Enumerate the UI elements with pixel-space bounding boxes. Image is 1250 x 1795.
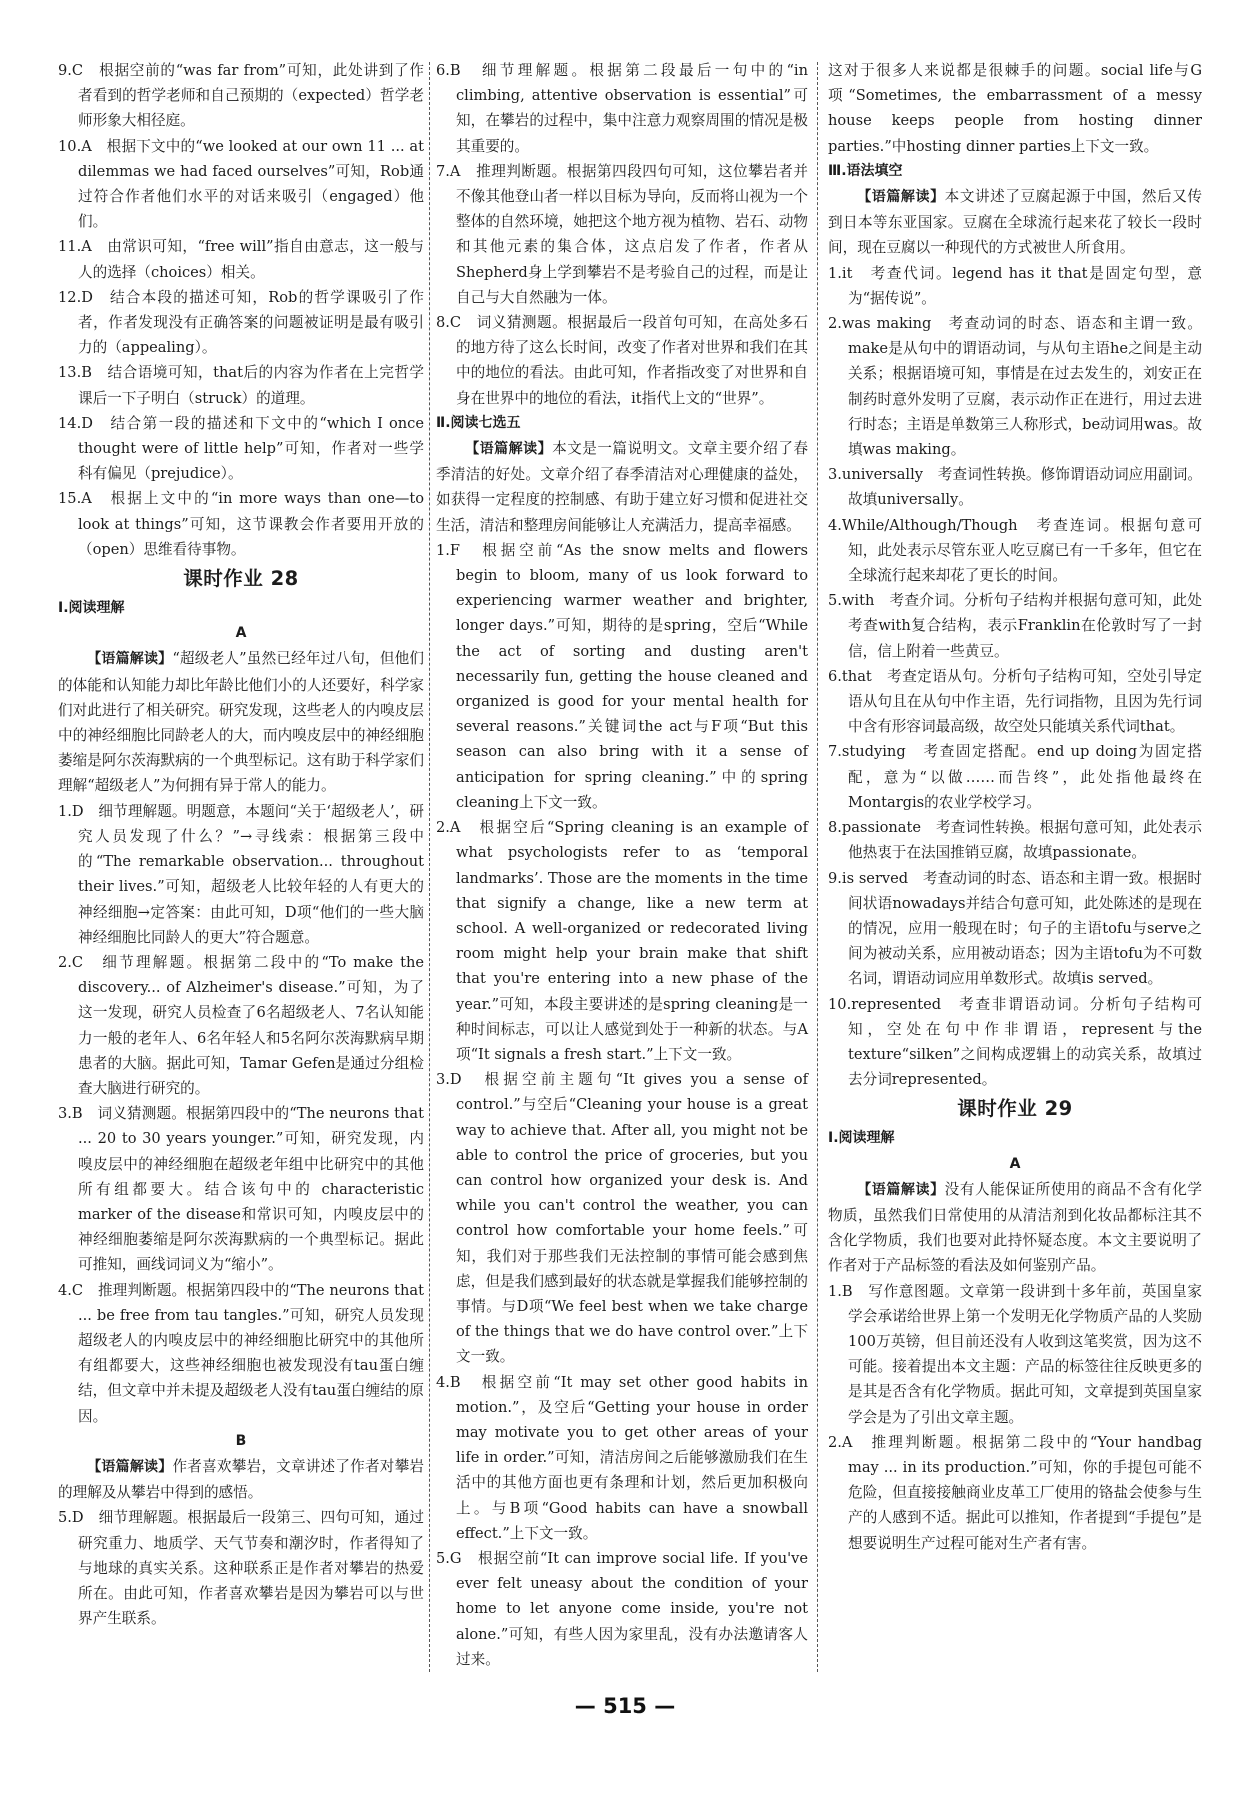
summary-tag: 【语篇解读】 xyxy=(465,441,553,458)
passage-label: A xyxy=(235,625,247,642)
section-heading: Ⅰ.阅读理解 xyxy=(58,600,125,617)
answer-item: 3.universally 考查词性转换。修饰谓语动词应用副词。故填universally。 xyxy=(828,466,1202,509)
answer-item: 6.that 考查定语从句。分析句子结构可知，空处引导定语从句且在从句中作主语，先行词指物，且因为先行词中含有形容词最高级，故空处只能填关系代词that。 xyxy=(828,667,1202,736)
passage-label: A xyxy=(1009,1155,1021,1172)
answer-item: 7.studying 考查固定搭配。end up doing为固定搭配，意为“以做……而告终”，此处指他最终在Montargis的农业学校学习。 xyxy=(828,743,1202,811)
answer-item: 1.B 写作意图题。文章第一段讲到十多年前，英国皇家学会承诺给世界上第一个发明无化学物质产品的人奖励100万英镑，但目前还没有人收到这笔奖赏，因为这不可能。接着提出本文主题：产品的标签往往反映更多的是其是否含有化学物质。据此可知，文章提到英国皇家学会是为了引出文章主题。 xyxy=(828,1282,1202,1426)
passage-summary xyxy=(828,1177,1202,1279)
lesson-heading: 课时作业 28 xyxy=(183,567,299,591)
answer-item: 4.C 推理判断题。根据第四段中的“The neurons that ... be free from tau tangles.”可知，研究人员发现超级老人的内嗅皮层中的神经细胞比研究中的其他所有组都要大，这些神经细胞也被发现没有tau蛋白缠结，但文章中并未提及超级老人没有tau蛋白缠结的原因。 xyxy=(58,1281,424,1425)
answer-item: 7.A 推理判断题。根据第四段四句可知，这位攀岩者并不像其他登山者一样以目标为导向，反而将山视为一个整体的自然环境，她把这个地方视为植物、岩石、动物和其他元素的集合体，这点启发了作者，作者从Shepherd身上学到攀岩不是考验自己的过程，而是让自己与大自然融为一体。 xyxy=(436,162,808,306)
answer-item: 5.G 根据空前“It can improve social life. If you've ever felt uneasy about the condition of your home to let anyone come inside, you're not alone.”可知，有些人因为家里乱，没有办法邀请客人过来。 xyxy=(436,1549,808,1668)
passage-label: B xyxy=(235,1432,247,1449)
summary-text: 作者喜欢攀岩，文章讲述了作者对攀岩的理解及从攀岩中得到的感悟。 xyxy=(58,1457,425,1502)
answer-item: 6.B 细节理解题。根据第二段最后一句中的“in climbing, attentive observation is essential”可知，在攀岩的过程中，集中注意力观察周围的情况是极其重要的。 xyxy=(436,62,808,155)
answer-item: 10.A 根据下文中的“we looked at our own 11 ... at dilemmas we had faced ourselves”可知，Rob通过符合作者他们水平的对话来吸引（engaged）他们。 xyxy=(58,137,424,231)
answer-item: 1.F 根据空前“As the snow melts and flowers begin to bloom, many of us look forward to experiencing warmer weather and brighter, longer days.”可知，期待的是spring，空后“While the act of sorting and dusting aren't necessarily fun, getting the house cleaned and organized is good for your mental health for several reasons.”关键词the act与F项“But this season can also bring with it a sense of anticipation for spring cleaning.”中的spring cleaning上下文一致。 xyxy=(436,541,808,811)
lesson-heading: 课时作业 29 xyxy=(957,1097,1073,1121)
summary-text: “超级老人”虽然已经年过八旬，但他们的体能和认知能力却比年龄比他们小的人还要好，科学家们对此进行了相关研究。研究发现，这些老人的内嗅皮层中的神经细胞比同龄老人的大，而内嗅皮层中的神经细胞萎缩是阿尔茨海默病的一个典型标记。这有助于科学家们理解“超级老人”为何拥有异于常人的能力。 xyxy=(58,650,425,795)
answer-item: 15.A 根据上文中的“in more ways than one—to look at things”可知，这节课教会作者要用开放的（open）思维看待事物。 xyxy=(58,490,424,558)
answer-item: 9.is served 考查动词的时态、语态和主谓一致。根据时间状语nowadays并结合句意可知，此处陈述的是现在的情况，应用一般现在时；句子的主语tofu与serve之间为被动关系，应用被动语态；因为主语tofu为不可数名词，谓语动词应用单数形式。故填is served。 xyxy=(828,869,1202,988)
answer-item: 5.D 细节理解题。根据最后一段第三、四句可知，通过研究重力、地质学、天气节奏和潮汐时，作者得知了与地球的真实关系。这种联系正是作者对攀岩的热爱所在。由此可知，作者喜欢攀岩是因为攀岩可以与世界产生联系。 xyxy=(58,1509,424,1628)
continued-text: 这对于很多人来说都是很棘手的问题。social life与G项“Sometimes, the embarrassment of a messy house keeps people from hosting dinner parties.”中hosting dinner parties上下文一致。 xyxy=(828,62,1202,155)
column-divider xyxy=(429,62,430,1672)
answer-item: 10.represented 考查非谓语动词。分析句子结构可知，空处在句中作非谓语，represent与the texture“silken”之间构成逻辑上的动宾关系，故填过去分词represented。 xyxy=(828,995,1202,1089)
passage-summary xyxy=(58,646,424,798)
answer-item: 4.While/Although/Though 考查连词。根据句意可知，此处表示尽管东亚人吃豆腐已有一千多年，但它在全球流行起来却花了更长的时间。 xyxy=(828,516,1202,585)
summary-tag: 【语篇解读】 xyxy=(857,1181,945,1198)
passage-summary xyxy=(436,436,808,538)
answer-item: 4.B 根据空前“It may set other good habits in motion.”，及空后“Getting your house in order may motivate you to get other areas of your life in order.”可知，清洁房间之后能够激励我们在生活中的其他方面也更有条理和计划，然后更加积极向上。与B项“Good habits can have a snowball effect.”上下文一致。 xyxy=(436,1373,808,1542)
answer-item: 9.C 根据空前的“was far from”可知，此处讲到了作者看到的哲学老师和自己预期的（expected）哲学老师形象大相径庭。 xyxy=(58,62,424,130)
summary-tag: 【语篇解读】 xyxy=(87,651,173,668)
answer-item: 3.B 词义猜测题。根据第四段中的“The neurons that ... 20 to 30 years younger.”可知，研究发现，内嗅皮层中的神经细胞在超级老年组中比研究中的其他所有组都要大。结合该句中的 characteristic marker of the disease和常识可知，内嗅皮层中的神经细胞萎缩是阿尔茨海默病的一个典型标记。据此可推知，画线词词义为“缩小”。 xyxy=(58,1105,424,1274)
answer-item: 3.D 根据空前主题句“It gives you a sense of control.”与空后“Cleaning your house is a great way to achieve that. After all, you might not be able to control the price of groceries, but you can control how organized your desk is. And while you can't control the weather, you can control how comfortable your home feels.”可知，我们对于那些我们无法控制的事情可能会感到焦虑，但是我们感到最好的状态就是掌握我们能够控制的事情。与D项“We feel best when we take charge of the things that we do have control over.”上下文一致。 xyxy=(436,1071,808,1366)
column-middle xyxy=(436,58,808,1672)
answer-item: 2.A 根据空后“Spring cleaning is an example of what psychologists refer to as ‘temporal landmarks’. Those are the moments in the time that signify a change, like a new term at school. A well-organized or redecorated living room might help your brain make that shift that you're entering into a new phase of the year.”可知，本段主要讲述的是spring cleaning是一种时间标志，可以让人感觉到处于一种新的状态。与A项“It signals a fresh start.”上下文一致。 xyxy=(436,819,808,1063)
answer-item: 5.with 考查介词。分析句子结构并根据句意可知，此处考查with复合结构，表示Franklin在伦敦时写了一封信，信上附着一些黄豆。 xyxy=(828,592,1202,660)
answer-item: 1.D 细节理解题。明题意，本题问“关于‘超级老人’，研究人员发现了什么？”→寻线索：根据第三段中的“The remarkable observation... throughout their lives.”可知，超级老人比较年轻的人有更大的神经细胞→定答案：由此可知，D项“他们的一些大脑神经细胞比同龄人的更大”符合题意。 xyxy=(58,802,424,946)
column-divider xyxy=(817,62,818,1672)
passage-summary xyxy=(828,184,1202,261)
answer-item: 11.A 由常识可知，“free will”指自由意志，这一般与人的选择（choices）相关。 xyxy=(58,238,424,281)
answer-item: 13.B 结合语境可知，that后的内容为作者在上完哲学课后一下子明白（struck）的道理。 xyxy=(58,364,424,407)
column-left xyxy=(58,58,424,1631)
answer-item: 2.was making 考查动词的时态、语态和主谓一致。make是从句中的谓语动词，与从句主语he之间是主动关系；根据语境可知，事情是在过去发生的，刘安正在制药时意外发明了豆腐，表示动作正在进行，用过去进行时态；主语是单数第三人称形式，be动词用was。故填was making。 xyxy=(828,315,1202,459)
summary-text: 本文讲述了豆腐起源于中国，然后又传到日本等东亚国家。豆腐在全球流行起来花了较长一段时间，现在豆腐以一种现代的方式被世人所食用。 xyxy=(828,188,1202,257)
answer-item: 1.it 考查代词。legend has it that是固定句型，意为“据传说”。 xyxy=(828,264,1202,307)
column-right xyxy=(828,58,1202,1556)
page-number: — 515 — xyxy=(574,1694,676,1718)
answer-item: 2.C 细节理解题。根据第二段中的“To make the discovery... of Alzheimer's disease.”可知，为了这一发现，研究人员检查了6名超级老人、7名认知能力一般的老年人、6名年轻人和5名阿尔茨海默病早期患者的大脑。据此可知，Tamar Gefen是通过分组检查大脑进行研究的。 xyxy=(58,953,424,1097)
summary-tag: 【语篇解读】 xyxy=(857,189,945,206)
section-heading: Ⅱ.阅读七选五 xyxy=(436,414,521,431)
answer-item: 8.passionate 考查词性转换。根据句意可知，此处表示他热衷于在法国推销豆腐，故填passionate。 xyxy=(828,819,1202,862)
summary-text: 没有人能保证所使用的商品不含有化学物质，虽然我们日常使用的从清洁剂到化妆品都标注其不含化学物质，我们也要对此持怀疑态度。本文主要说明了作者对于产品标签的看法及如何鉴别产品。 xyxy=(828,1180,1202,1275)
passage-summary xyxy=(58,1454,424,1505)
section-heading: Ⅲ.语法填空 xyxy=(828,162,903,179)
section-heading: Ⅰ.阅读理解 xyxy=(828,1130,895,1147)
summary-text: 本文是一篇说明文。文章主要介绍了春季清洁的好处。文章介绍了春季清洁对心理健康的益处，如获得一定程度的控制感、有助于建立好习惯和促进社交生活，清洁和整理房间能够让人充满活力，提高幸福感。 xyxy=(436,440,808,534)
answer-item: 8.C 词义猜测题。根据最后一段首句可知，在高处多石的地方待了这么长时间，改变了作者对世界和我们在其中的地位的看法。由此可知，作者指改变了对世界和自身在世界中的地位的看法，it指代上文的“世界”。 xyxy=(436,314,808,407)
answer-item: 12.D 结合本段的描述可知，Rob的哲学课吸引了作者，作者发现没有正确答案的问题被证明是最有吸引力的（appealing）。 xyxy=(58,288,424,357)
answer-item: 14.D 结合第一段的描述和下文中的“which I once thought were of little help”可知，作者对一些学科有偏见（prejudice）。 xyxy=(58,414,424,483)
summary-tag: 【语篇解读】 xyxy=(87,1458,173,1475)
answer-item: 2.A 推理判断题。根据第二段中的“Your handbag may ... in its production.”可知，你的手提包可能不危险，但直接接触商业皮革工厂使用的铬盐会使参与生产的人感到不适。据此可以推知，作者提到“手提包”是想要说明生产过程可能对生产者有害。 xyxy=(828,1433,1202,1552)
